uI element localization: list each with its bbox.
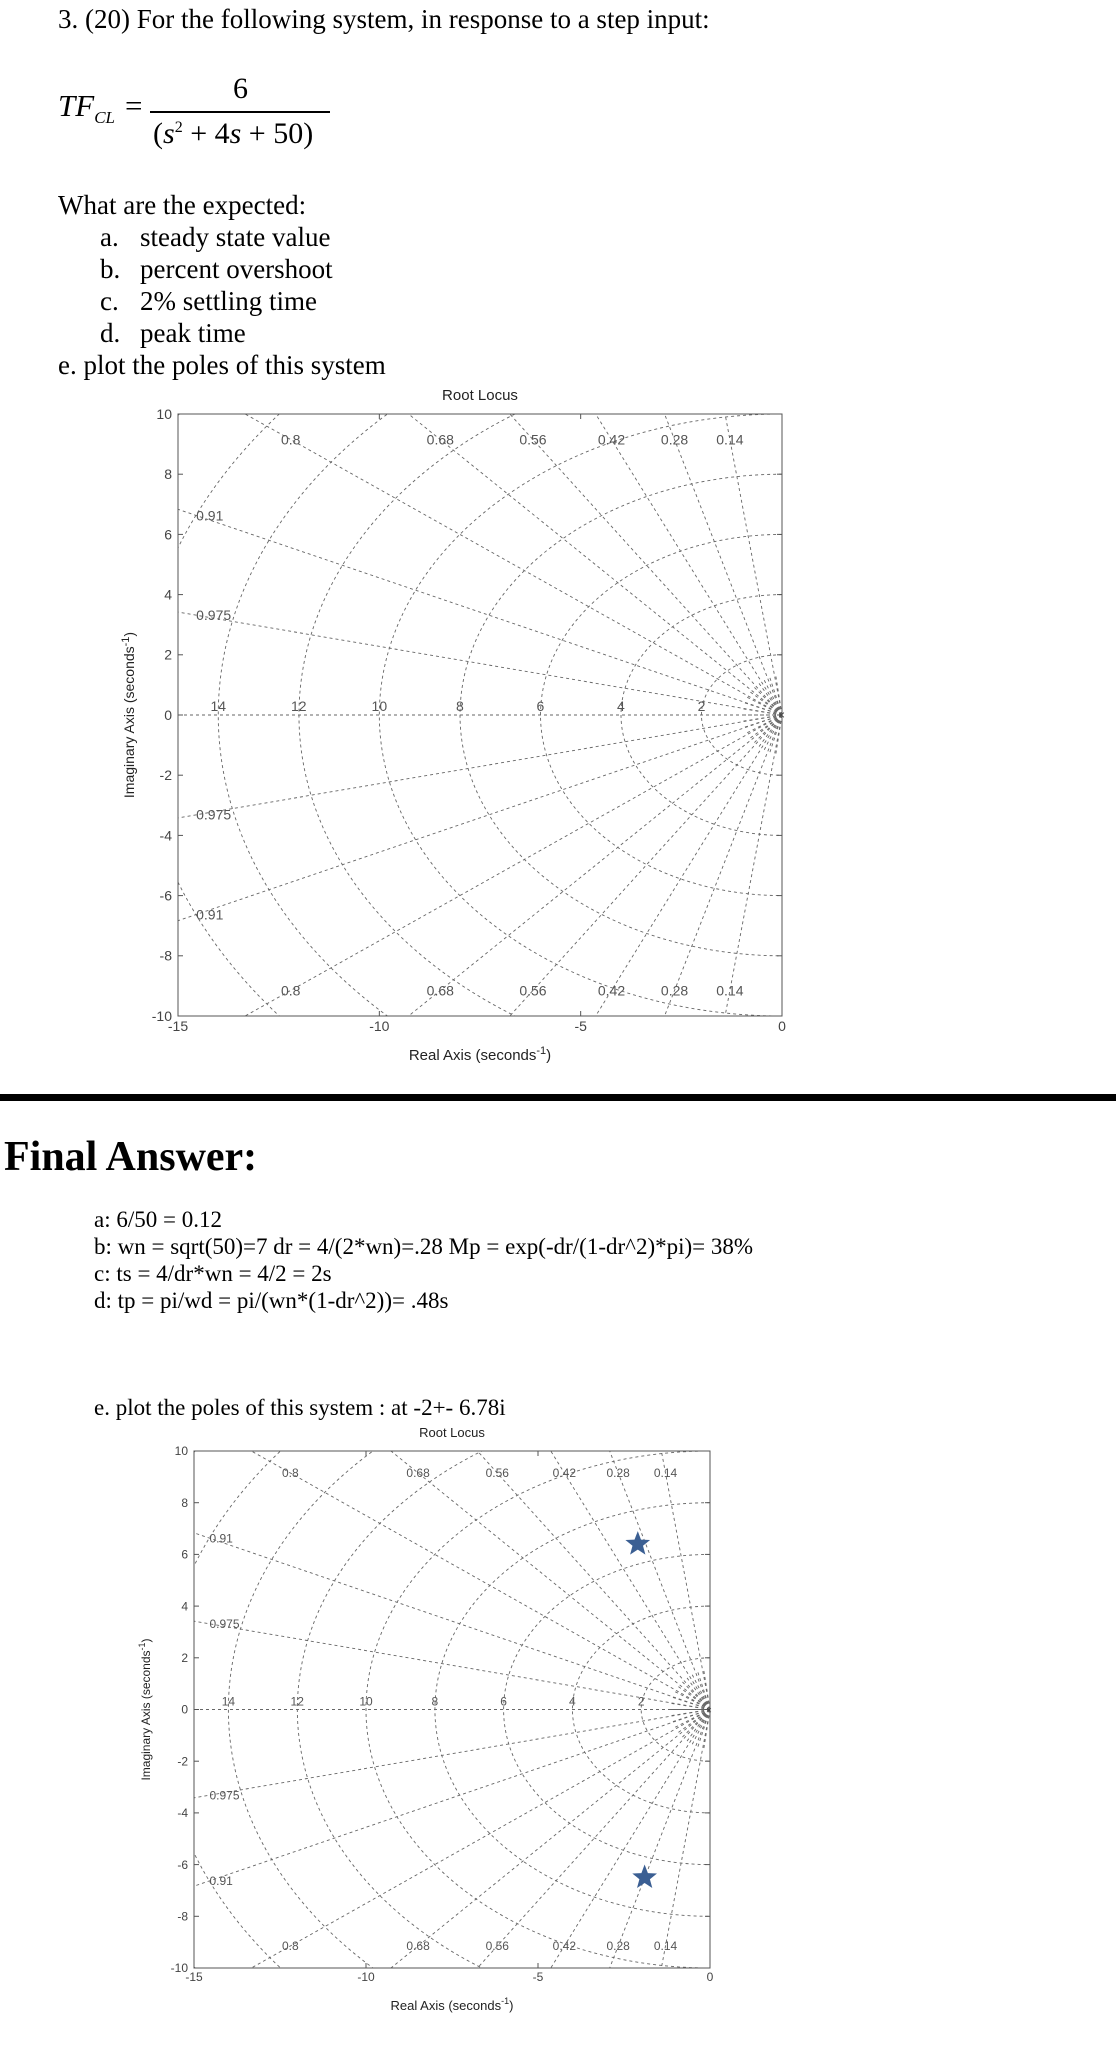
damping-label: 0.14 (716, 982, 744, 999)
y-tick-label: -8 (159, 947, 172, 964)
damping-label: 0.68 (406, 1466, 430, 1481)
damping-ray (106, 380, 782, 715)
damping-ray (613, 715, 782, 1080)
x-axis-label: Real Axis (seconds$^{-1}$) (390, 1996, 514, 2013)
den-s: s (163, 117, 175, 150)
damping-ray (130, 1420, 710, 1710)
y-tick-label: 10 (174, 1444, 188, 1459)
chart-title: Root Locus (442, 387, 518, 404)
x-tick-label: -10 (369, 1018, 390, 1034)
answer-line-e: e. plot the poles of this system : at -2+- 6.78i (94, 1395, 506, 1420)
damping-label: 0.91 (209, 1531, 233, 1546)
tf-denominator (153, 117, 313, 151)
y-tick-label: 8 (164, 466, 172, 483)
damping-ray (275, 380, 782, 715)
wn-label: 4 (617, 698, 625, 714)
damping-ray (100, 715, 782, 1080)
damping-ray (130, 1710, 710, 2021)
damping-ray (130, 1420, 710, 1710)
x-tick-label: 0 (778, 1018, 786, 1034)
damping-label: 0.68 (426, 982, 454, 999)
den-term-a: + 4 (182, 117, 230, 150)
grid-lines (130, 1420, 710, 2020)
y-tick-label: 10 (156, 405, 172, 422)
wn-label: 14 (210, 698, 227, 714)
damping-label: 0.8 (281, 982, 301, 999)
wn-label: 2 (637, 1694, 645, 1709)
y-tick-label: -4 (177, 1806, 188, 1821)
root-locus-chart-question (100, 380, 800, 1080)
x-tick-label: -15 (167, 1018, 189, 1034)
question-item-d (100, 318, 246, 349)
question-item-a (100, 222, 330, 253)
damping-ray (130, 1420, 710, 1710)
item-text: percent overshoot (140, 254, 333, 284)
damping-ray (277, 1420, 710, 1710)
pole-marker-star-icon (632, 1865, 657, 1889)
y-tick-label: 6 (181, 1547, 188, 1562)
section-divider (0, 1094, 1116, 1101)
x-tick-label: -10 (357, 1970, 375, 1984)
wn-label: 14 (221, 1694, 236, 1709)
damping-ray (100, 715, 782, 1080)
damping-label: 0.975 (209, 1616, 240, 1631)
y-tick-label: 0 (181, 1702, 188, 1717)
tf-equals: = (125, 88, 143, 123)
damping-ray (421, 1710, 710, 2021)
damping-ray (100, 380, 782, 715)
damping-ray (566, 1420, 710, 1710)
damping-label: 0.28 (606, 1939, 630, 1954)
y-tick-label: -10 (151, 1007, 172, 1024)
y-tick-label: -2 (159, 767, 172, 784)
damping-label: 0.68 (426, 431, 454, 448)
item-letter: a. (100, 222, 119, 252)
transfer-function-label (58, 88, 115, 128)
wn-label: 4 (569, 1694, 576, 1709)
origin-marker: × (778, 708, 786, 722)
damping-label: 0.42 (552, 1466, 577, 1481)
damping-label: 0.42 (597, 982, 626, 999)
origin-marker: × (706, 1705, 712, 1717)
x-tick-label: -5 (574, 1018, 587, 1034)
damping-ray (444, 380, 782, 715)
damping-ray (566, 1710, 710, 2021)
y-tick-label: -6 (177, 1857, 188, 1872)
wn-label: 2 (697, 698, 706, 714)
wn-arc (100, 380, 782, 1080)
damping-ray (100, 715, 782, 1080)
damping-label: 0.28 (606, 1466, 630, 1481)
damping-label: 0.56 (519, 982, 547, 999)
damping-ray (421, 1420, 710, 1710)
y-tick-label: 4 (164, 586, 172, 603)
wn-label: 8 (431, 1694, 439, 1709)
y-tick-label: -10 (170, 1961, 188, 1976)
damping-ray (130, 1710, 710, 2021)
damping-ray (100, 380, 782, 715)
item-text: steady state value (140, 222, 331, 252)
item-text: peak time (140, 318, 246, 348)
tf-numerator: 6 (233, 72, 248, 105)
wn-arc (130, 1420, 710, 2020)
y-tick-label: -8 (177, 1909, 188, 1924)
y-axis-label: Imaginary Axis (seconds$^{-1}$) (120, 631, 137, 799)
wn-label: 6 (500, 1694, 507, 1709)
damping-ray (132, 1710, 710, 2021)
y-tick-label: 2 (181, 1651, 188, 1665)
y-tick-label: 8 (181, 1495, 188, 1510)
damping-label: 0.14 (653, 1939, 678, 1954)
damping-label: 0.8 (281, 1466, 299, 1481)
y-tick-label: 2 (164, 646, 172, 663)
damping-label: 0.91 (196, 906, 224, 923)
question-intro: What are the expected: (58, 190, 307, 220)
item-letter: b. (100, 254, 121, 284)
damping-label: 0.91 (209, 1874, 233, 1889)
answer-line-b: b: wn = sqrt(50)=7 dr = 4/(2*wn)=.28 Mp = exp(-dr/(1-dr^2)*pi)= 38% (94, 1234, 754, 1259)
fraction-bar (150, 111, 330, 113)
y-tick-label: -6 (159, 887, 172, 904)
damping-ray (444, 715, 782, 1080)
y-tick-label: 6 (164, 526, 172, 543)
den-power: 2 (174, 119, 183, 136)
damping-label: 0.975 (196, 607, 232, 624)
damping-label: 0.42 (552, 1939, 577, 1954)
y-tick-label: 4 (181, 1599, 188, 1614)
answer-line-d: d: tp = pi/wd = pi/(wn*(1-dr^2))= .48s (94, 1288, 449, 1313)
answer-line-a: a: 6/50 = 0.12 (94, 1207, 222, 1232)
x-tick-label: -5 (532, 1970, 544, 1984)
damping-ray (613, 380, 782, 715)
den-open: ( (153, 117, 163, 150)
damping-label: 0.68 (406, 1939, 430, 1954)
chart-title: Root Locus (419, 1425, 485, 1440)
damping-label: 0.14 (716, 431, 744, 448)
damping-ray (130, 1710, 710, 2021)
damping-ray (106, 715, 782, 1080)
x-tick-label: -15 (185, 1970, 203, 1984)
damping-ray (275, 715, 782, 1080)
question-header: 3. (20) For the following system, in response to a step input: (58, 4, 710, 34)
damping-label: 0.42 (597, 431, 626, 448)
wn-arc (218, 380, 782, 1080)
damping-label: 0.975 (196, 806, 232, 823)
y-tick-label: 0 (164, 706, 172, 723)
wn-label: 10 (371, 698, 388, 714)
damping-label: 0.56 (485, 1466, 509, 1481)
damping-label: 0.28 (660, 431, 689, 448)
damping-label: 0.14 (653, 1466, 678, 1481)
damping-ray (100, 380, 782, 715)
wn-label: 12 (291, 698, 307, 714)
item-letter: c. (100, 286, 119, 316)
tf-subscript: CL (94, 108, 115, 128)
question-item-e: e. plot the poles of this system (58, 350, 386, 380)
question-item-c (100, 286, 317, 317)
den-term-b: + 50) (241, 117, 314, 150)
wn-label: 12 (290, 1694, 304, 1709)
den-s2: s (229, 117, 242, 150)
answer-line-c: c: ts = 4/dr*wn = 4/2 = 2s (94, 1261, 332, 1286)
root-locus-chart-answer (130, 1420, 730, 2020)
damping-label: 0.8 (281, 431, 301, 448)
wn-label: 6 (536, 698, 545, 714)
final-answer-heading: Final Answer: (4, 1134, 258, 1180)
y-axis-label: Imaginary Axis (seconds$^{-1}$) (137, 1638, 153, 1781)
damping-label: 0.28 (660, 982, 689, 999)
item-text: 2% settling time (140, 286, 317, 316)
grid-lines (100, 380, 782, 1080)
damping-label: 0.56 (485, 1939, 509, 1954)
wn-label: 8 (455, 698, 464, 714)
damping-ray (132, 1420, 710, 1710)
wn-label: 10 (359, 1694, 373, 1709)
damping-label: 0.8 (281, 1939, 299, 1954)
tf-symbol: TF (58, 88, 95, 123)
damping-ray (277, 1710, 710, 2021)
damping-label: 0.91 (196, 507, 224, 524)
damping-label: 0.56 (519, 431, 547, 448)
damping-label: 0.975 (209, 1788, 240, 1803)
question-item-b (100, 254, 333, 285)
y-tick-label: -2 (177, 1754, 188, 1769)
y-tick-label: -4 (159, 827, 172, 844)
x-tick-label: 0 (706, 1970, 714, 1984)
item-letter: d. (100, 318, 121, 348)
pole-marker-star-icon (625, 1531, 650, 1555)
x-axis-label: Real Axis (seconds$^{-1}$) (408, 1045, 552, 1064)
